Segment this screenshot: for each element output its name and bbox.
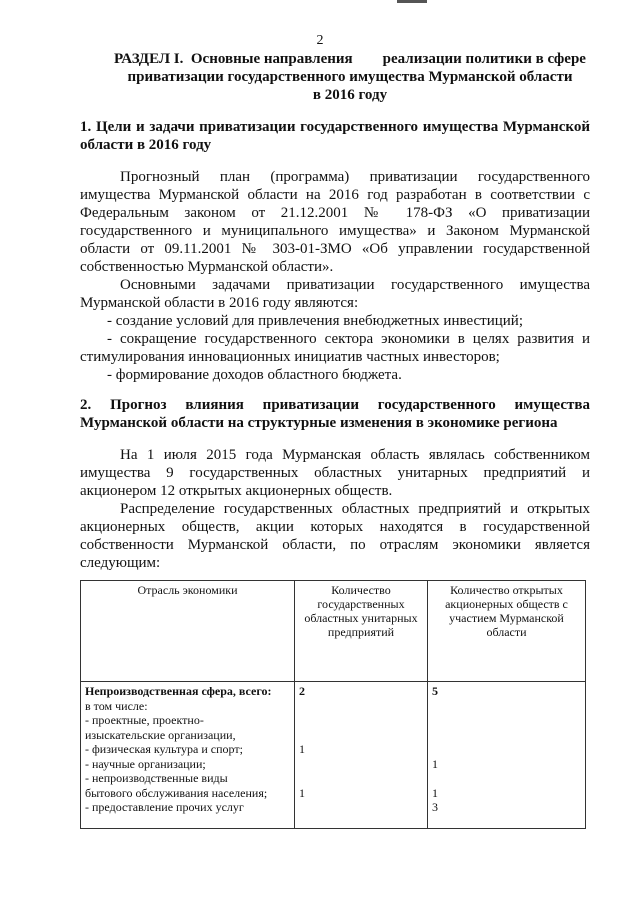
unitary-count bbox=[299, 699, 423, 714]
section-1-bullet-3: - формирование доходов областного бюджета. bbox=[107, 367, 402, 383]
scan-mark bbox=[397, 0, 427, 3]
jsc-count: 1 bbox=[432, 785, 438, 800]
jsc-count-cell bbox=[428, 682, 586, 829]
sector-cell bbox=[81, 682, 295, 829]
header-joint-stock-companies: Количество открытых акционерных обществ с участием Мурманской области bbox=[428, 581, 586, 682]
table-row-label: - физическая культура и спорт; bbox=[85, 742, 243, 756]
table-row-label: - проектные, проектно- bbox=[85, 713, 204, 727]
unitary-count bbox=[299, 728, 423, 743]
section-2-paragraph-1: На 1 июля 2015 года Мурманская область являлась собственником имущества 9 государственных областных унитарных предприятий и акционером 12 открытых акционерных обществ. bbox=[80, 447, 590, 499]
table-header-row bbox=[81, 581, 586, 682]
jsc-count: 1 bbox=[432, 756, 438, 771]
table-row-label: - научные организации; bbox=[85, 756, 206, 771]
table-row-label: - предоставление прочих услуг bbox=[85, 800, 244, 814]
jsc-count bbox=[432, 713, 581, 728]
unitary-count: 1 bbox=[299, 742, 305, 756]
unitary-count: 2 bbox=[299, 684, 305, 698]
table-row-label: бытового обслуживания населения; bbox=[85, 785, 268, 800]
unitary-count bbox=[299, 713, 423, 728]
heading-line-2: приватизации государственного имущества Мурманской области bbox=[127, 69, 573, 85]
table-row-label: Непроизводственная сфера, всего: bbox=[85, 684, 272, 698]
jsc-count bbox=[432, 699, 581, 714]
jsc-count bbox=[432, 742, 581, 757]
economy-sector-table bbox=[80, 580, 586, 829]
table-row bbox=[81, 682, 586, 829]
table-row-label: в том числе: bbox=[85, 698, 148, 713]
page-number: 2 bbox=[316, 33, 324, 48]
section-1-bullet-1: - создание условий для привлечения внебюджетных инвестиций; bbox=[107, 313, 524, 329]
heading-line-3: в 2016 году bbox=[312, 87, 388, 103]
header-sector: Отрасль экономики bbox=[81, 581, 295, 682]
unitary-count: 1 bbox=[299, 785, 305, 800]
jsc-count bbox=[432, 771, 581, 786]
heading-line-1: РАЗДЕЛ I. Основные направления реализации политики в сфере bbox=[114, 51, 586, 67]
jsc-count bbox=[432, 728, 581, 743]
jsc-count: 3 bbox=[432, 800, 438, 814]
section-1-paragraph-1: Прогнозный план (программа) приватизации государственного имущества Мурманской области на 2016 год разработан в соответствии с Федеральным законом от 21.12.2001 № 178-ФЗ «О приватизации государственного и муниципального имущества» и Законом Мурманской области от 09.11.2001 № 303-01-ЗМО «Об управлении государственной собственностью Мурманской области». bbox=[80, 169, 590, 275]
section-1-bullet-2: - сокращение государственного сектора экономики в целях развития и стимулирования инновационных инициатив частных инвесторов; bbox=[80, 331, 590, 365]
section-heading bbox=[80, 50, 620, 104]
section-1-paragraph-2: Основными задачами приватизации государственного имущества Мурманской области в 2016 году являются: bbox=[80, 277, 590, 311]
section-1-title: 1. Цели и задачи приватизации государственного имущества Мурманской области в 2016 году bbox=[80, 119, 590, 153]
unitary-count-cell bbox=[295, 682, 428, 829]
header-unitary-enterprises: Количество государственных областных унитарных предприятий bbox=[295, 581, 428, 682]
table-row-label: изыскательские организации, bbox=[85, 727, 236, 742]
jsc-count: 5 bbox=[432, 684, 438, 698]
unitary-count bbox=[299, 771, 423, 786]
unitary-count bbox=[299, 757, 423, 772]
unitary-count bbox=[299, 800, 423, 815]
section-2-title: 2. Прогноз влияния приватизации государственного имущества Мурманской области на структурные изменения в экономике региона bbox=[80, 397, 590, 431]
table-row-label: - непроизводственные виды bbox=[85, 771, 228, 785]
section-2-paragraph-2: Распределение государственных областных предприятий и открытых акционерных обществ, акции которых находятся в государственной собственности Мурманской области, по отраслям экономики является следующим: bbox=[80, 501, 590, 571]
